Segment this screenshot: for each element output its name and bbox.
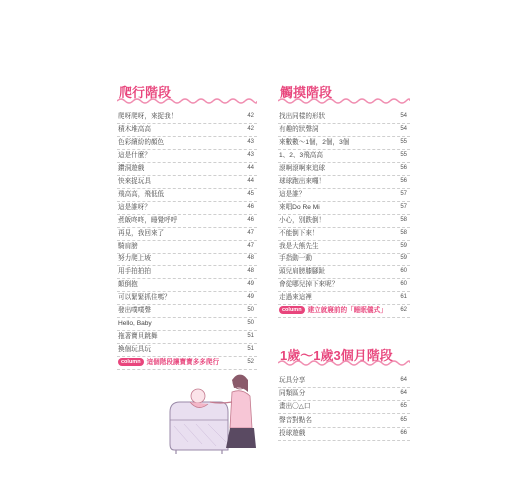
toc-entry-page: 42	[247, 125, 254, 132]
toc-entry[interactable]	[278, 175, 410, 189]
toc-entry-page: 43	[247, 138, 254, 145]
toc-entry-page: 64	[400, 390, 407, 397]
toc-entry[interactable]	[117, 330, 257, 344]
toc-entry-page: 58	[400, 229, 407, 236]
toc-entry-page: 59	[400, 242, 407, 249]
toc-entry[interactable]	[117, 149, 257, 163]
toc-entry-title: 可以緊緊抓住嗎？	[118, 294, 171, 302]
toc-entry-title: 來數數～1個，2個，3個	[279, 138, 350, 146]
toc-entry[interactable]	[278, 136, 410, 150]
toc-entry[interactable]	[278, 291, 410, 305]
toc-entry-title: 鑽洞遊戲	[118, 164, 145, 172]
toc-entry-page: 60	[400, 281, 407, 288]
toc-entry-page: 64	[400, 377, 407, 383]
toc-entry[interactable]	[117, 227, 257, 241]
toc-entry-title: 再見，我回來了	[118, 229, 165, 237]
toc-entry-page: 65	[400, 416, 407, 423]
toc-entry[interactable]	[278, 414, 410, 428]
toc-entry-page: 48	[247, 255, 254, 262]
toc-entry[interactable]	[278, 400, 410, 414]
toc-column-entry[interactable]	[117, 356, 257, 370]
toc-entry-page: 56	[400, 164, 407, 171]
toc-entry-title: 飛高高，飛低低	[118, 190, 165, 198]
toc-entry-title: 會從哪兒掉下來呢？	[279, 281, 339, 289]
toc-entry[interactable]	[117, 188, 257, 202]
toc-entry[interactable]	[278, 149, 410, 163]
toc-entry-page: 43	[247, 151, 254, 158]
toc-entry-title: 手指動一動	[279, 255, 312, 263]
toc-entry-page: 50	[247, 307, 254, 314]
toc-entry-page: 45	[247, 190, 254, 197]
toc-entry-page: 57	[400, 203, 407, 210]
toc-entry[interactable]	[278, 123, 410, 137]
toc-entry-title: 找出同樣的形狀	[279, 113, 326, 120]
toc-entry-title: 1、2、3飛高高	[279, 151, 323, 159]
toc-entry-page: 51	[247, 333, 254, 340]
toc-entry[interactable]	[278, 278, 410, 292]
toc-entry[interactable]	[278, 387, 410, 401]
toc-entry-page: 49	[247, 281, 254, 288]
toc-entry[interactable]	[278, 240, 410, 254]
wave-divider	[278, 359, 410, 367]
toc-entry-title: 用手拍拍拍	[118, 268, 151, 276]
toc-entry-page: 55	[400, 151, 407, 158]
toc-entry-title: 顛倒抱	[118, 281, 138, 289]
toc-entry-title: 走過來這裡	[279, 294, 312, 302]
toc-entry-page: 55	[400, 138, 407, 145]
toc-entry-title: 這是誰呀？	[118, 203, 151, 211]
toc-entry-title: 爬呀爬呀，來捉我！	[118, 113, 178, 120]
toc-entry[interactable]	[278, 214, 410, 228]
toc-entry-page: 48	[247, 268, 254, 275]
toc-entry-title: 不能倒下來！	[279, 229, 319, 237]
toc-entry-page: 44	[247, 177, 254, 184]
toc-entry-page: 66	[400, 429, 407, 436]
toc-entry[interactable]	[278, 252, 410, 266]
parent-baby-illustration	[168, 372, 260, 454]
toc-entry[interactable]	[278, 427, 410, 441]
toc-entry[interactable]	[117, 343, 257, 357]
toc-entry-page: 59	[400, 255, 407, 262]
toc-entry[interactable]	[117, 304, 257, 318]
toc-entry-page: 50	[247, 320, 254, 327]
toc-entry-title: 煮飯咚咚，睡覺呼呼	[118, 216, 178, 224]
toc-column-entry[interactable]	[278, 304, 410, 318]
toc-entry-title: 拖著寶貝跳舞	[118, 333, 158, 341]
toc-entry[interactable]	[278, 201, 410, 215]
toc-entry[interactable]	[278, 227, 410, 241]
toc-entry-title: 這是什麼？	[118, 151, 151, 159]
toc-entry[interactable]	[117, 278, 257, 292]
toc-entry-page: 54	[400, 125, 407, 132]
column-badge: column	[118, 358, 144, 366]
toc-entry-title: 投球遊戲	[279, 429, 306, 437]
toc-entry[interactable]	[117, 201, 257, 215]
toc-entry[interactable]	[117, 214, 257, 228]
toc-entry-title: 積木堆高高	[118, 125, 151, 133]
toc-entry[interactable]	[117, 162, 257, 176]
toc-entry-title: 畫出〇△口	[279, 403, 311, 411]
toc-entry-page: 62	[400, 307, 407, 314]
toc-entry-title: 球球跑出來囉！	[279, 177, 326, 185]
section-title-1-year: 1歲～1歲3個月階段	[280, 348, 393, 363]
toc-entry-title: 發出噗噗聲	[118, 307, 151, 315]
section-title-touching: 觸摸階段	[280, 85, 333, 100]
toc-entry-title: 滾啊滾啊來追球	[279, 164, 326, 172]
toc-entry[interactable]	[117, 110, 257, 124]
toc-entry[interactable]	[278, 188, 410, 202]
toc-entry[interactable]	[278, 374, 410, 388]
toc-entry-title: 小心，別跌倒！	[279, 216, 326, 224]
toc-entry-title: 建立就寢前的「睡眠儀式」	[307, 307, 387, 315]
toc-entry[interactable]	[117, 265, 257, 279]
toc-entry-page: 61	[400, 294, 407, 301]
wave-divider	[117, 97, 257, 105]
toc-entry[interactable]	[117, 136, 257, 150]
toc-entry-page: 42	[247, 113, 254, 119]
toc-entry-title: 這個階段讓寶寶多多爬行	[146, 359, 220, 367]
toc-entry-title: 有趣的狀聲詞	[279, 125, 319, 133]
toc-entry-title: 聲音對點名	[279, 416, 312, 424]
toc-entry-title: 來唱Do Re Mi	[279, 203, 320, 211]
toc-entry-page: 65	[400, 403, 407, 410]
toc-entry[interactable]	[117, 291, 257, 305]
toc-entry-title: Hello, Baby	[118, 320, 152, 328]
toc-entry-title: 這是誰？	[279, 190, 306, 198]
toc-entry[interactable]	[117, 252, 257, 266]
section-title-crawling: 爬行階段	[119, 85, 172, 100]
toc-entry-page: 47	[247, 242, 254, 249]
toc-entry[interactable]	[117, 175, 257, 189]
toc-entry-page: 56	[400, 177, 407, 184]
toc-entry-page: 49	[247, 294, 254, 301]
toc-entry-title: 玩具分享	[279, 377, 306, 384]
toc-entry-page: 46	[247, 203, 254, 210]
toc-entry-page: 52	[247, 359, 254, 366]
toc-entry[interactable]	[117, 123, 257, 137]
toc-entry-page: 57	[400, 190, 407, 197]
toc-entry[interactable]	[117, 240, 257, 254]
column-badge: column	[279, 306, 305, 314]
toc-entry-page: 47	[247, 229, 254, 236]
wave-divider	[278, 97, 410, 105]
toc-entry-page: 46	[247, 216, 254, 223]
toc-entry-page: 58	[400, 216, 407, 223]
toc-entry-title: 快來捉玩具	[118, 177, 151, 185]
toc-entry-title: 同類區分	[279, 390, 306, 398]
toc-entry[interactable]	[278, 265, 410, 279]
toc-entry-page: 60	[400, 268, 407, 275]
toc-entry-page: 44	[247, 164, 254, 171]
toc-entry[interactable]	[278, 162, 410, 176]
toc-entry-title: 我是大熊先生	[279, 242, 319, 250]
toc-entry-title: 努力爬上坡	[118, 255, 151, 263]
toc-entry-title: 換個玩具玩	[118, 346, 151, 354]
toc-entry-page: 51	[247, 346, 254, 353]
toc-entry[interactable]	[278, 110, 410, 124]
toc-entry-page: 54	[400, 113, 407, 119]
toc-entry-title: 色彩繽紛的顏色	[118, 138, 165, 146]
toc-entry-title: 騎肩膀	[118, 242, 138, 250]
toc-entry-title: 頭兒肩膀膝腳趾	[279, 268, 326, 276]
toc-entry[interactable]	[117, 317, 257, 331]
